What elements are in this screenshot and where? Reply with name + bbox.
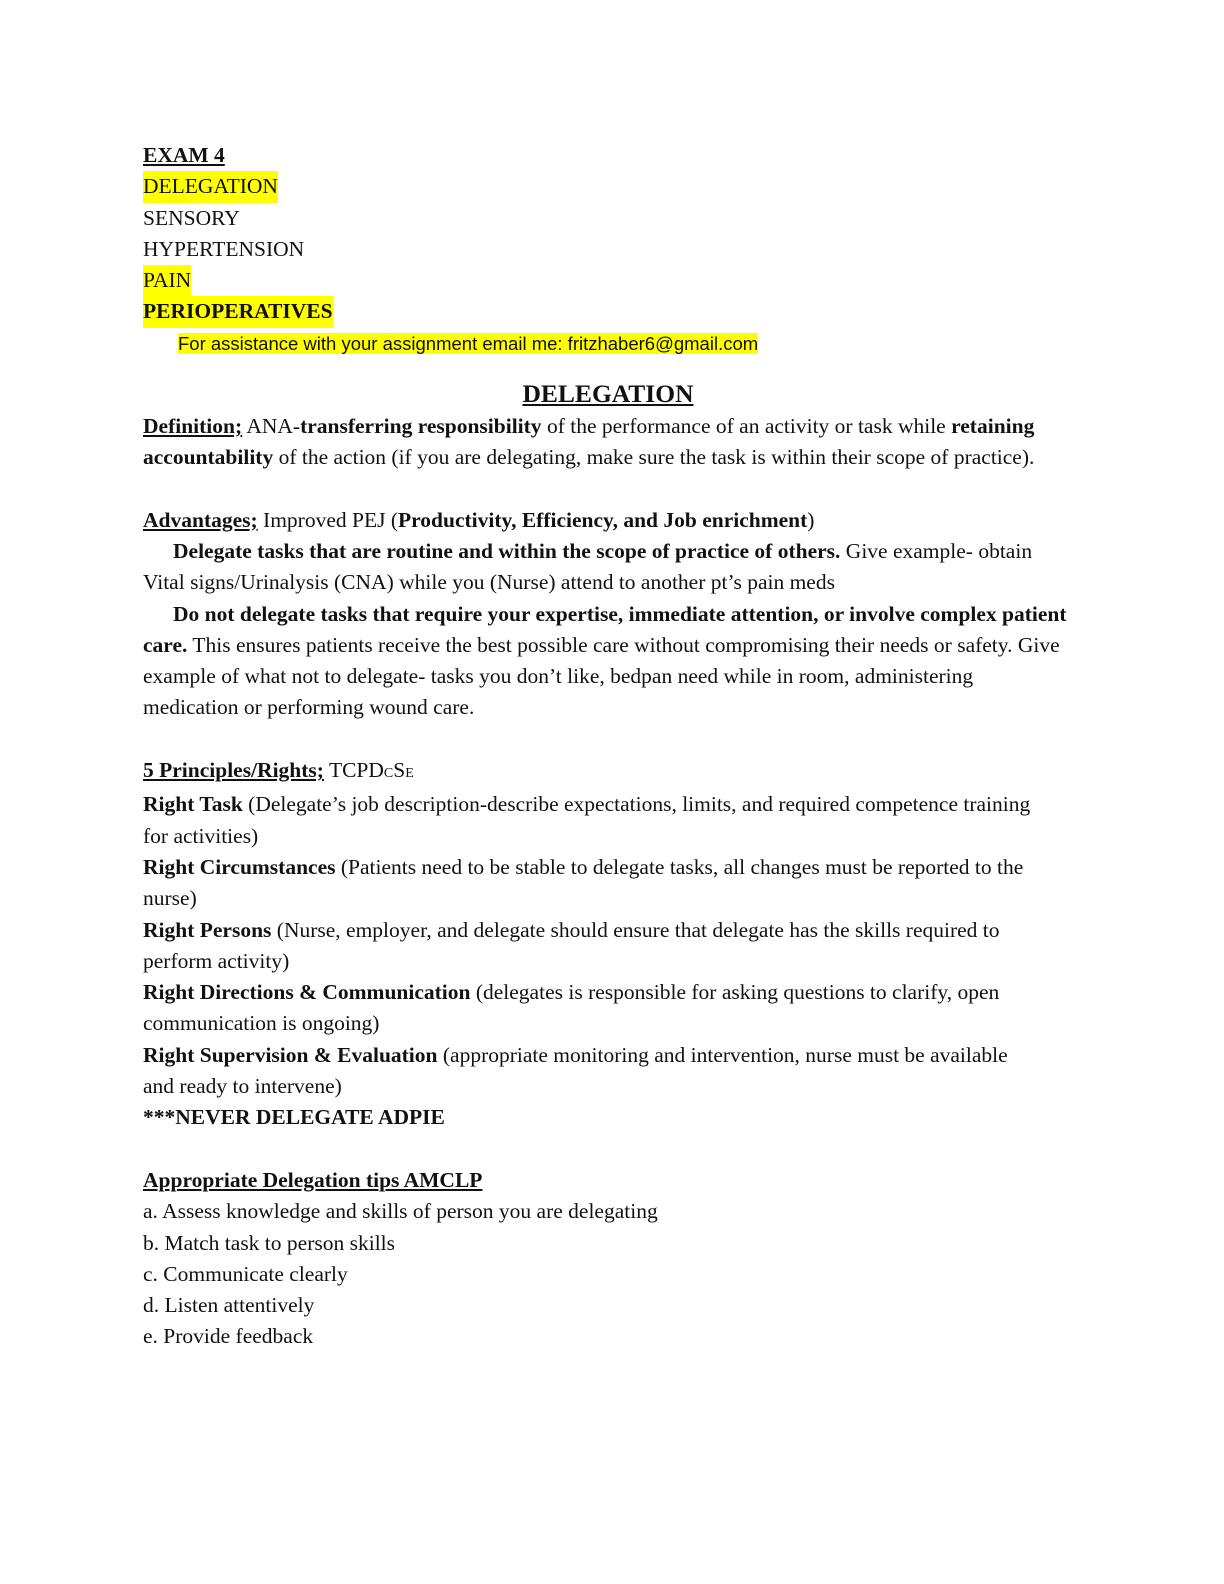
right-desc: (Patients need to be stable to delegate tasks, all changes must be reported to the nurse) <box>143 854 1024 911</box>
spacer <box>143 473 1073 504</box>
spacer <box>143 1134 1073 1165</box>
topic-line <box>143 203 1073 234</box>
principles-line <box>143 755 1073 789</box>
topic-hypertension: HYPERTENSION <box>143 236 305 261</box>
right-name: Right Supervision & Evaluation <box>143 1042 438 1067</box>
email-note-line <box>143 328 1073 359</box>
advantages-dont-bold: Do not delegate tasks that require your expertise, immediate attention, or involve complex patient care. <box>143 601 1067 657</box>
right-desc: (Nurse, employer, and delegate should ensure that delegate has the skills required to perform activity) <box>143 917 1000 973</box>
right-desc: (delegates is responsible for asking questions to clarify, open communication is ongoing) <box>143 980 1000 1036</box>
topic-pain: PAIN <box>143 265 191 296</box>
topic-delegation: DELEGATION <box>143 171 278 202</box>
topic-perioperatives: PERIOPERATIVES <box>143 296 333 327</box>
advantages-do-bold: Delegate tasks that are routine and within the scope of practice of others. <box>173 538 841 563</box>
right-item <box>143 915 1073 978</box>
topic-sensory: SENSORY <box>143 205 240 230</box>
tip-item: b. Match task to person skills <box>143 1230 396 1255</box>
definition-bold: retaining accountability <box>143 413 1035 470</box>
definition-label: Definition; <box>143 413 243 438</box>
definition-text: of the action (if you are delegating, make sure the task is within their scope of practice). <box>273 445 1035 470</box>
right-name: Right Persons <box>143 917 272 942</box>
right-desc: (Delegate’s job description-describe expectations, limits, and required competence training for activities) <box>143 792 1031 848</box>
tip-item: a. Assess knowledge and skills of person you are delegating <box>143 1199 658 1224</box>
advantages-label: Advantages; <box>143 507 258 532</box>
email-note: For assistance with your assignment email me: fritzhaber6@gmail.com <box>178 332 759 354</box>
advantages-do-text: Give example- obtain Vital signs/Urinalysis (CNA) while you (Nurse) attend to another pt’s pain meds <box>143 538 1033 595</box>
advantages-line <box>143 505 1073 536</box>
topic-line <box>143 296 1073 327</box>
principles-acronym-s: S <box>393 758 406 783</box>
topic-line <box>143 171 1073 202</box>
right-name: Right Directions & Communication <box>143 980 471 1005</box>
advantages-do-paragraph <box>143 536 1078 599</box>
principles-acronym: TCPD <box>323 758 384 783</box>
tip-item: e. Provide feedback <box>143 1324 314 1349</box>
exam-title-line <box>143 140 1073 171</box>
advantages-dont-paragraph <box>143 599 1068 724</box>
right-desc: (appropriate monitoring and intervention, nurse must be available and ready to intervene) <box>143 1042 1008 1099</box>
definition-paragraph <box>143 411 1048 474</box>
definition-text: ANA- <box>242 413 301 438</box>
definition-bold: transferring responsibility <box>300 413 542 438</box>
right-name: Right Circumstances <box>143 854 336 879</box>
tip-item: d. Listen attentively <box>143 1293 315 1318</box>
never-delegate-warning: ***NEVER DELEGATE ADPIE <box>143 1105 445 1130</box>
right-item <box>143 852 1063 915</box>
advantages-text: Improved PEJ ( <box>257 507 398 532</box>
right-item <box>143 977 1043 1040</box>
spacer <box>143 724 1073 755</box>
tip-item: c. Communicate clearly <box>143 1261 348 1286</box>
right-name: Right Task <box>143 792 243 817</box>
topic-line <box>143 234 1073 265</box>
advantages-text: ) <box>807 507 815 532</box>
right-item <box>143 1040 1023 1103</box>
topic-line <box>143 265 1073 296</box>
exam-title: EXAM 4 <box>143 143 225 167</box>
principles-label: 5 Principles/Rights; <box>143 758 324 783</box>
advantages-dont-text: This ensures patients receive the best possible care without compromising their needs or safety. Give example of what not to delegate- tasks you don’t like, bedpan need while in room, administering medication or performing wound care. <box>143 632 1060 720</box>
right-item <box>143 789 1053 852</box>
principles-acronym-c: C <box>383 766 394 782</box>
definition-text: of the performance of an activity or task while <box>541 413 952 438</box>
advantages-bold: Productivity, Efficiency, and Job enrichment <box>398 507 808 532</box>
document-page <box>143 140 1073 1353</box>
principles-acronym-e: E <box>405 766 414 782</box>
tips-label: Appropriate Delegation tips AMCLP <box>143 1167 483 1192</box>
section-title: DELEGATION <box>522 378 694 408</box>
